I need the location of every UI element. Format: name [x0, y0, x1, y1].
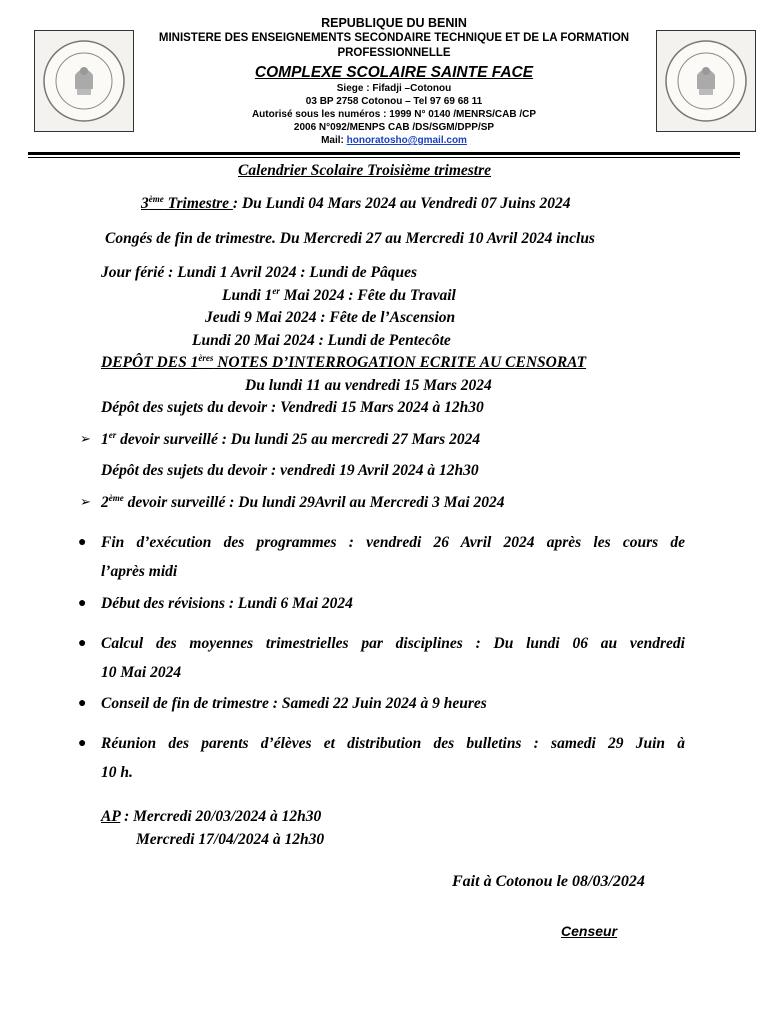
holiday-labour-a: Lundi 1 [222, 287, 273, 304]
ap-line-2: Mercredi 17/04/2024 à 12h30 [136, 831, 325, 848]
ap-date-1: : Mercredi 20/03/2024 à 12h30 [120, 808, 322, 825]
seal-icon [657, 31, 755, 131]
bullet-revisions: Début des révisions : Lundi 6 Mai 2024 [101, 595, 353, 612]
mail-line [150, 135, 638, 146]
devoir-2-num: 2 [101, 494, 109, 511]
bullet-programmes-l2: l’après midi [101, 563, 178, 580]
arrow-bullet-icon: ➢ [80, 495, 91, 510]
depot-notes-b: NOTES D’INTERROGATION ECRITE AU CENSORAT [213, 354, 587, 371]
devoir-2-line [101, 494, 505, 512]
school-logo-left [34, 30, 134, 132]
bullet-dot-icon: ● [78, 696, 87, 711]
ap-line-1 [101, 808, 321, 826]
devoir-1-line [101, 431, 480, 449]
bullet-reunion-l2: 10 h. [101, 764, 133, 781]
censeur-signature-label: Censeur [561, 923, 618, 939]
ministry-line2: PROFESSIONNELLE [337, 47, 451, 59]
mail-label: Mail: [321, 135, 347, 146]
bullet-programmes-l1: Fin d’exécution des programmes : vendredi 26 Avril 2024 après les cours de [101, 534, 685, 551]
authorization-line2: 2006 N°092/MENPS CAB /DS/SGM/DPP/SP [293, 122, 495, 133]
arrow-bullet-icon: ➢ [80, 432, 91, 447]
holiday-ascension: Jeudi 9 Mai 2024 : Fête de l’Ascension [205, 309, 456, 326]
depot-notes-heading [101, 354, 586, 372]
trimester-number: 3 [141, 195, 149, 212]
depot-notes-dates: Du lundi 11 au vendredi 15 Mars 2024 [245, 377, 492, 394]
republic-heading: REPUBLIQUE DU BENIN [321, 16, 467, 30]
depot-notes-a: DEPÔT DES 1 [101, 354, 199, 371]
seal-icon [35, 31, 133, 131]
trimester-label [141, 195, 233, 212]
mail-link[interactable]: honoratosho@gmail.com [346, 135, 467, 146]
bullet-dot-icon: ● [78, 535, 87, 550]
bullet-moyennes-l2: 10 Mai 2024 [101, 664, 182, 681]
conges-line: Congés de fin de trimestre. Du Mercredi 27 au Mercredi 10 Avril 2024 inclus [105, 230, 595, 247]
bullet-conseil: Conseil de fin de trimestre : Samedi 22 Juin 2024 à 9 heures [101, 695, 487, 712]
bullet-dot-icon: ● [78, 636, 87, 651]
depot-notes-sup: ères [198, 352, 214, 363]
bullet-dot-icon: ● [78, 596, 87, 611]
devoir-1-num: 1 [101, 431, 109, 448]
holiday-labour-sup: er [272, 285, 280, 296]
bullet-moyennes-l1: Calcul des moyennes trimestrielles par disciplines : Du lundi 06 au vendredi [101, 635, 685, 652]
ap-label: AP [101, 808, 121, 825]
depot-sujets-2: Dépôt des sujets du devoir : vendredi 19 Avril 2024 à 12h30 [101, 462, 479, 479]
school-name: COMPLEXE SCOLAIRE SAINTE FACE [254, 64, 534, 81]
holiday-pentecost: Lundi 20 Mai 2024 : Lundi de Pentecôte [192, 332, 451, 349]
holiday-easter: Jour férié : Lundi 1 Avril 2024 : Lundi de Pâques [101, 264, 418, 281]
header-divider-thin [28, 157, 740, 158]
trimester-word: Trimestre [163, 195, 233, 212]
trimester-dates: : Du Lundi 04 Mars 2024 au Vendredi 07 Juins 2024 [232, 195, 571, 212]
holiday-labour [222, 287, 456, 305]
bullet-dot-icon: ● [78, 736, 87, 751]
trimester-sup: ème [148, 193, 164, 204]
holiday-labour-b: Mai 2024 : Fête du Travail [279, 287, 456, 304]
calendar-title: Calendrier Scolaire Troisième trimestre [238, 162, 492, 179]
trimester-line [141, 195, 571, 213]
address-line: 03 BP 2758 Cotonou – Tel 97 69 68 11 [305, 96, 483, 107]
school-logo-right [656, 30, 756, 132]
header-divider-thick [28, 152, 740, 155]
devoir-1-text: devoir surveillé : Du lundi 25 au mercredi 27 Mars 2024 [116, 431, 481, 448]
ministry-line1: MINISTERE DES ENSEIGNEMENTS SECONDAIRE TECHNIQUE ET DE LA FORMATION [158, 32, 630, 44]
authorization-line1: Autorisé sous les numéros : 1999 N° 0140 /MENRS/CAB /CP [251, 109, 537, 120]
fait-a-line: Fait à Cotonou le 08/03/2024 [452, 873, 645, 890]
depot-sujets-1: Dépôt des sujets du devoir : Vendredi 15 Mars 2024 à 12h30 [101, 399, 484, 416]
devoir-2-sup: ème [108, 492, 124, 503]
devoir-1-sup: er [108, 429, 117, 440]
siege-line: Siege : Fifadji –Cotonou [336, 83, 452, 94]
devoir-2-text: devoir surveillé : Du lundi 29Avril au Mercredi 3 Mai 2024 [123, 494, 505, 511]
bullet-reunion-l1: Réunion des parents d’élèves et distribution des bulletins : samedi 29 Juin à [101, 735, 685, 752]
